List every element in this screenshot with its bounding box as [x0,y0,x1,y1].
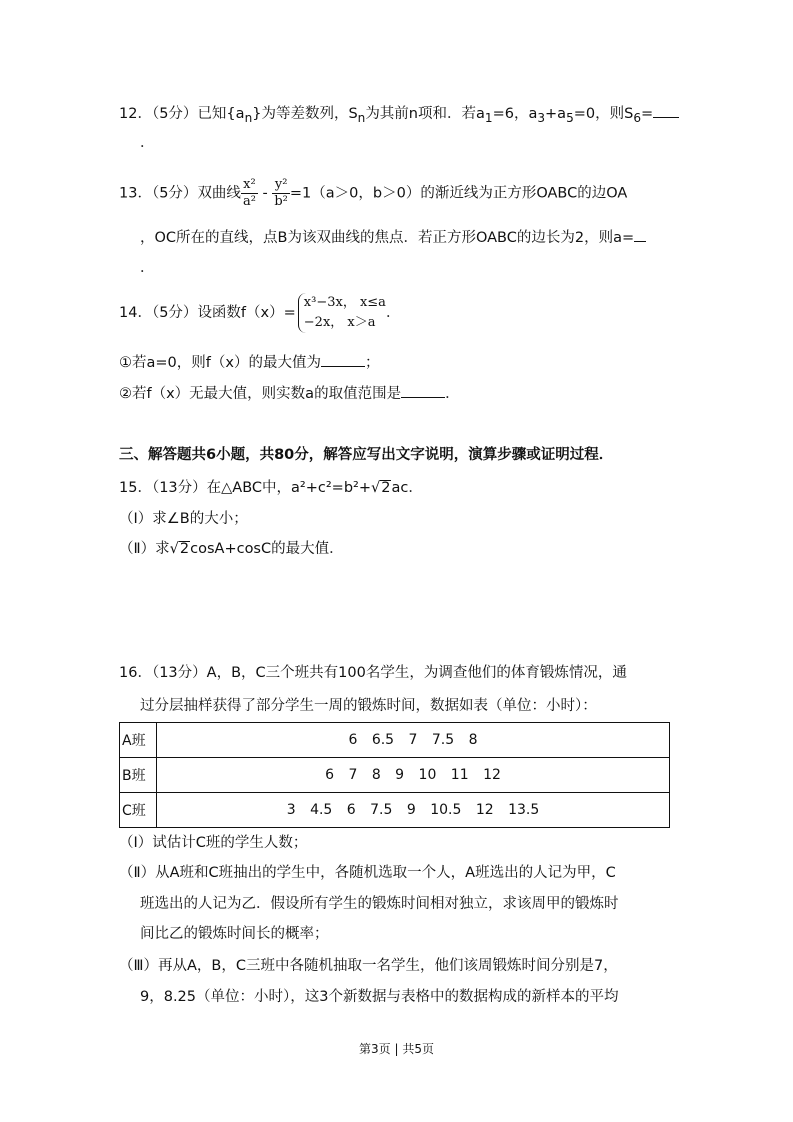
q16-part3: （Ⅲ）再从A，B，C三班中各随机抽取一名学生，他们该周锻炼时间分别是7， [119,958,618,974]
class-cell: C班 [120,793,157,828]
table-row [120,793,670,828]
q16-part2: （Ⅱ）从A班和C班抽出的学生中，各随机选取一个人，A班选出的人记为甲，C [119,865,616,881]
values-cell: 3 4.5 6 7.5 9 10.5 12 13.5 [157,793,670,828]
exercise-time-table [119,722,670,828]
q15-part2: （Ⅱ）求√2cosA+cosC的最大值． [119,541,344,557]
answer-blank [653,103,679,118]
section-heading: 三、解答题共6小题，共80分，解答应写出文字说明，演算步骤或证明过程． [119,447,614,463]
fraction-y2-b2: $\frac{\text{y²}}{\text{b²}}$ [274,177,288,209]
q14-part1: ①若a=0，则f（x）的最大值为 ； [119,352,379,373]
question-13: 13．（5分）双曲线 $\frac{\text{x²}}{\text{a²}}$ - $\frac{\text{y²}}{\text{b²}}$ =1（a＞0，b＞0）的渐近线为正方形OABC的边OA [119,177,628,209]
q16-part2-cont: 班选出的人记为乙．假设所有学生的锻炼时间相对独立，求该周甲的锻炼时 [140,896,619,912]
q16-part2-cont: 间比乙的锻炼时间长的概率； [140,926,329,942]
q15-part1: （Ⅰ）求∠B的大小； [119,511,248,527]
question-16: 16．（13分）A，B，C三个班共有100名学生，为调查他们的体育锻炼情况，通 [119,665,627,681]
answer-blank [634,227,646,242]
table-row [120,758,670,793]
values-cell: 6 7 8 9 10 11 12 [157,758,670,793]
q14-part2: ②若f（x）无最大值，则实数a的取值范围是 ． [119,383,460,404]
question-15: 15．（13分）在△ABC中，a²+c²=b²+√2ac． [119,480,423,496]
q12-end: ． [140,135,155,151]
q13-end: ． [140,260,155,276]
table-row [120,723,670,758]
values-cell: 6 6.5 7 7.5 8 [157,723,670,758]
q13-line2: ，OC所在的直线，点B为该双曲线的焦点．若正方形OABC的边长为2，则a= [140,227,646,248]
piecewise-function: x³−3x， x≤a −2x， x＞a [298,293,386,333]
class-cell: A班 [120,723,157,758]
page-footer: 第3页 | 共5页 [359,1042,434,1056]
q16-part3-cont: 9，8.25（单位：小时），这3个新数据与表格中的数据构成的新样本的平均 [140,989,619,1005]
fraction-x2-a2: $\frac{\text{x²}}{\text{a²}}$ [242,177,256,209]
question-14: 14．（5分）设函数f（x）= x³−3x， x≤a −2x， x＞a ． [119,293,400,333]
q16-part1: （Ⅰ）试估计C班的学生人数； [119,835,308,851]
question-12: 12．（5分）已知$\{a_n\}$为等差数列，$S_n$为其前n项和．若$a_1=6$，$a_3+a_5=0$，则$S_6=$ [119,103,679,128]
class-cell: B班 [120,758,157,793]
q16-line2: 过分层抽样获得了部分学生一周的锻炼时间，数据如表（单位：小时）： [140,698,597,714]
